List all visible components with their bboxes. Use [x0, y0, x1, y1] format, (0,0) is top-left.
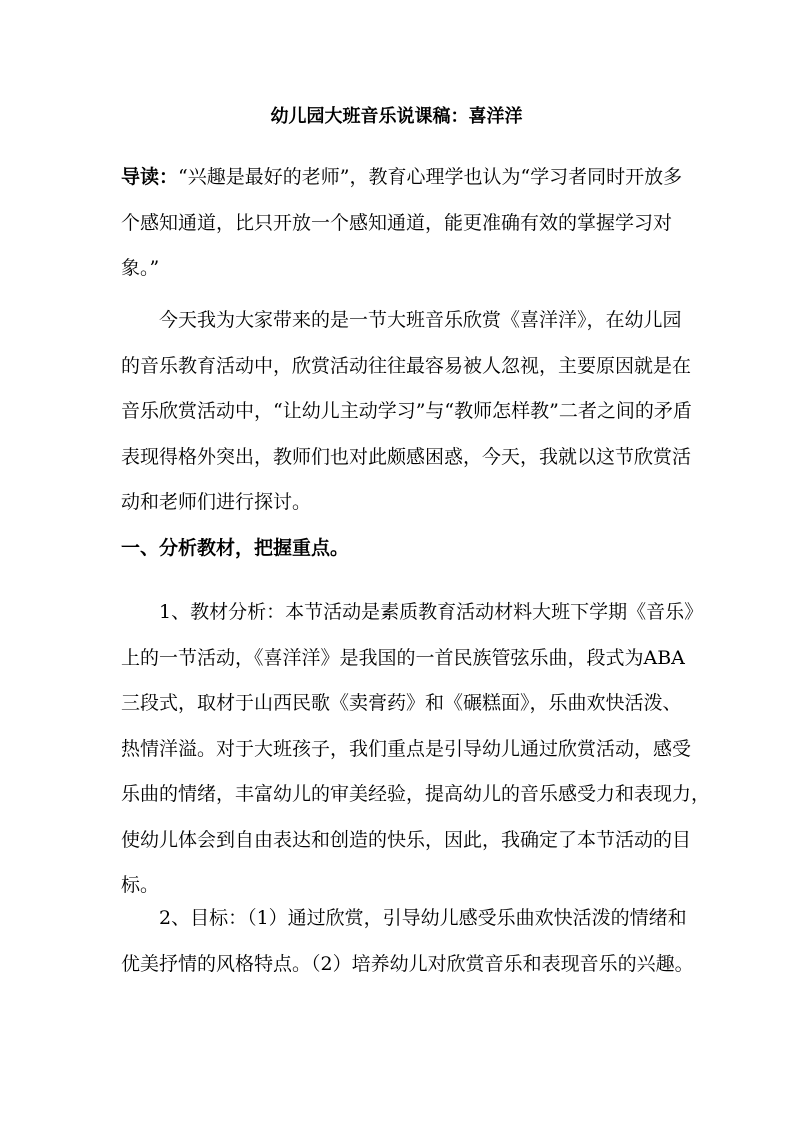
- page-title: 幼儿园大班音乐说课稿：喜洋洋: [270, 106, 523, 127]
- paragraph-line: 1、教材分析：本节活动是素质教育活动材料大班下学期《音乐》: [159, 601, 704, 623]
- paragraph-line: 使幼儿体会到自由表达和创造的快乐，因此，我确定了本节活动的目: [121, 828, 692, 851]
- paragraph-line: 优美抒情的风格特点。（2）培养幼儿对欣赏音乐和表现音乐的兴趣。: [121, 952, 694, 975]
- paragraph-line: 三段式，取材于山西民歌《卖膏药》和《碾糕面》，乐曲欢快活泼、: [121, 692, 682, 714]
- body-paragraph-3: [121, 896, 694, 987]
- paragraph-line: 音乐欣赏活动中，“让幼儿主动学习”与“教师怎样教”二者之间的矛盾: [121, 400, 692, 422]
- intro-paragraph: [121, 155, 683, 292]
- paragraph-line: 2、目标：（1）通过欣赏，引导幼儿感受乐曲欢快活泼的情绪和: [159, 907, 687, 929]
- paragraph-line: 今天我为大家带来的是一节大班音乐欣赏《喜洋洋》，在幼儿园: [159, 309, 682, 331]
- intro-line: 个感知通道，比只开放一个感知通道，能更准确有效的掌握学习对: [121, 211, 673, 234]
- paragraph-line: 的音乐教育活动中，欣赏活动往往最容易被人忽视，主要原因就是在: [121, 354, 692, 377]
- body-paragraph-1: [121, 298, 692, 526]
- section-heading: 一、分析教材，把握重点。: [121, 537, 350, 559]
- intro-line: 象。”: [121, 257, 160, 279]
- paragraph-line: 标。: [121, 874, 160, 896]
- paragraph-line: 热情洋溢。对于大班孩子，我们重点是引导幼儿通过欣赏活动，感受: [121, 737, 692, 760]
- paragraph-line: 表现得格外突出，教师们也对此颇感困惑，今天，我就以这节欣赏活: [121, 445, 692, 468]
- paragraph-line: 上的一节活动，《喜洋洋》是我国的一首民族管弦乐曲，段式为ABA: [121, 646, 685, 669]
- paragraph-line: 动和老师们进行探讨。: [121, 491, 312, 513]
- intro-label: 导读：: [121, 166, 179, 188]
- intro-line: [121, 155, 683, 201]
- body-paragraph-2: [121, 590, 711, 909]
- paragraph-line: 乐曲的情绪，丰富幼儿的审美经验，提高幼儿的音乐感受力和表现力，: [121, 783, 711, 805]
- intro-text: “兴趣是最好的老师”，教育心理学也认为“学习者同时开放多: [178, 166, 683, 188]
